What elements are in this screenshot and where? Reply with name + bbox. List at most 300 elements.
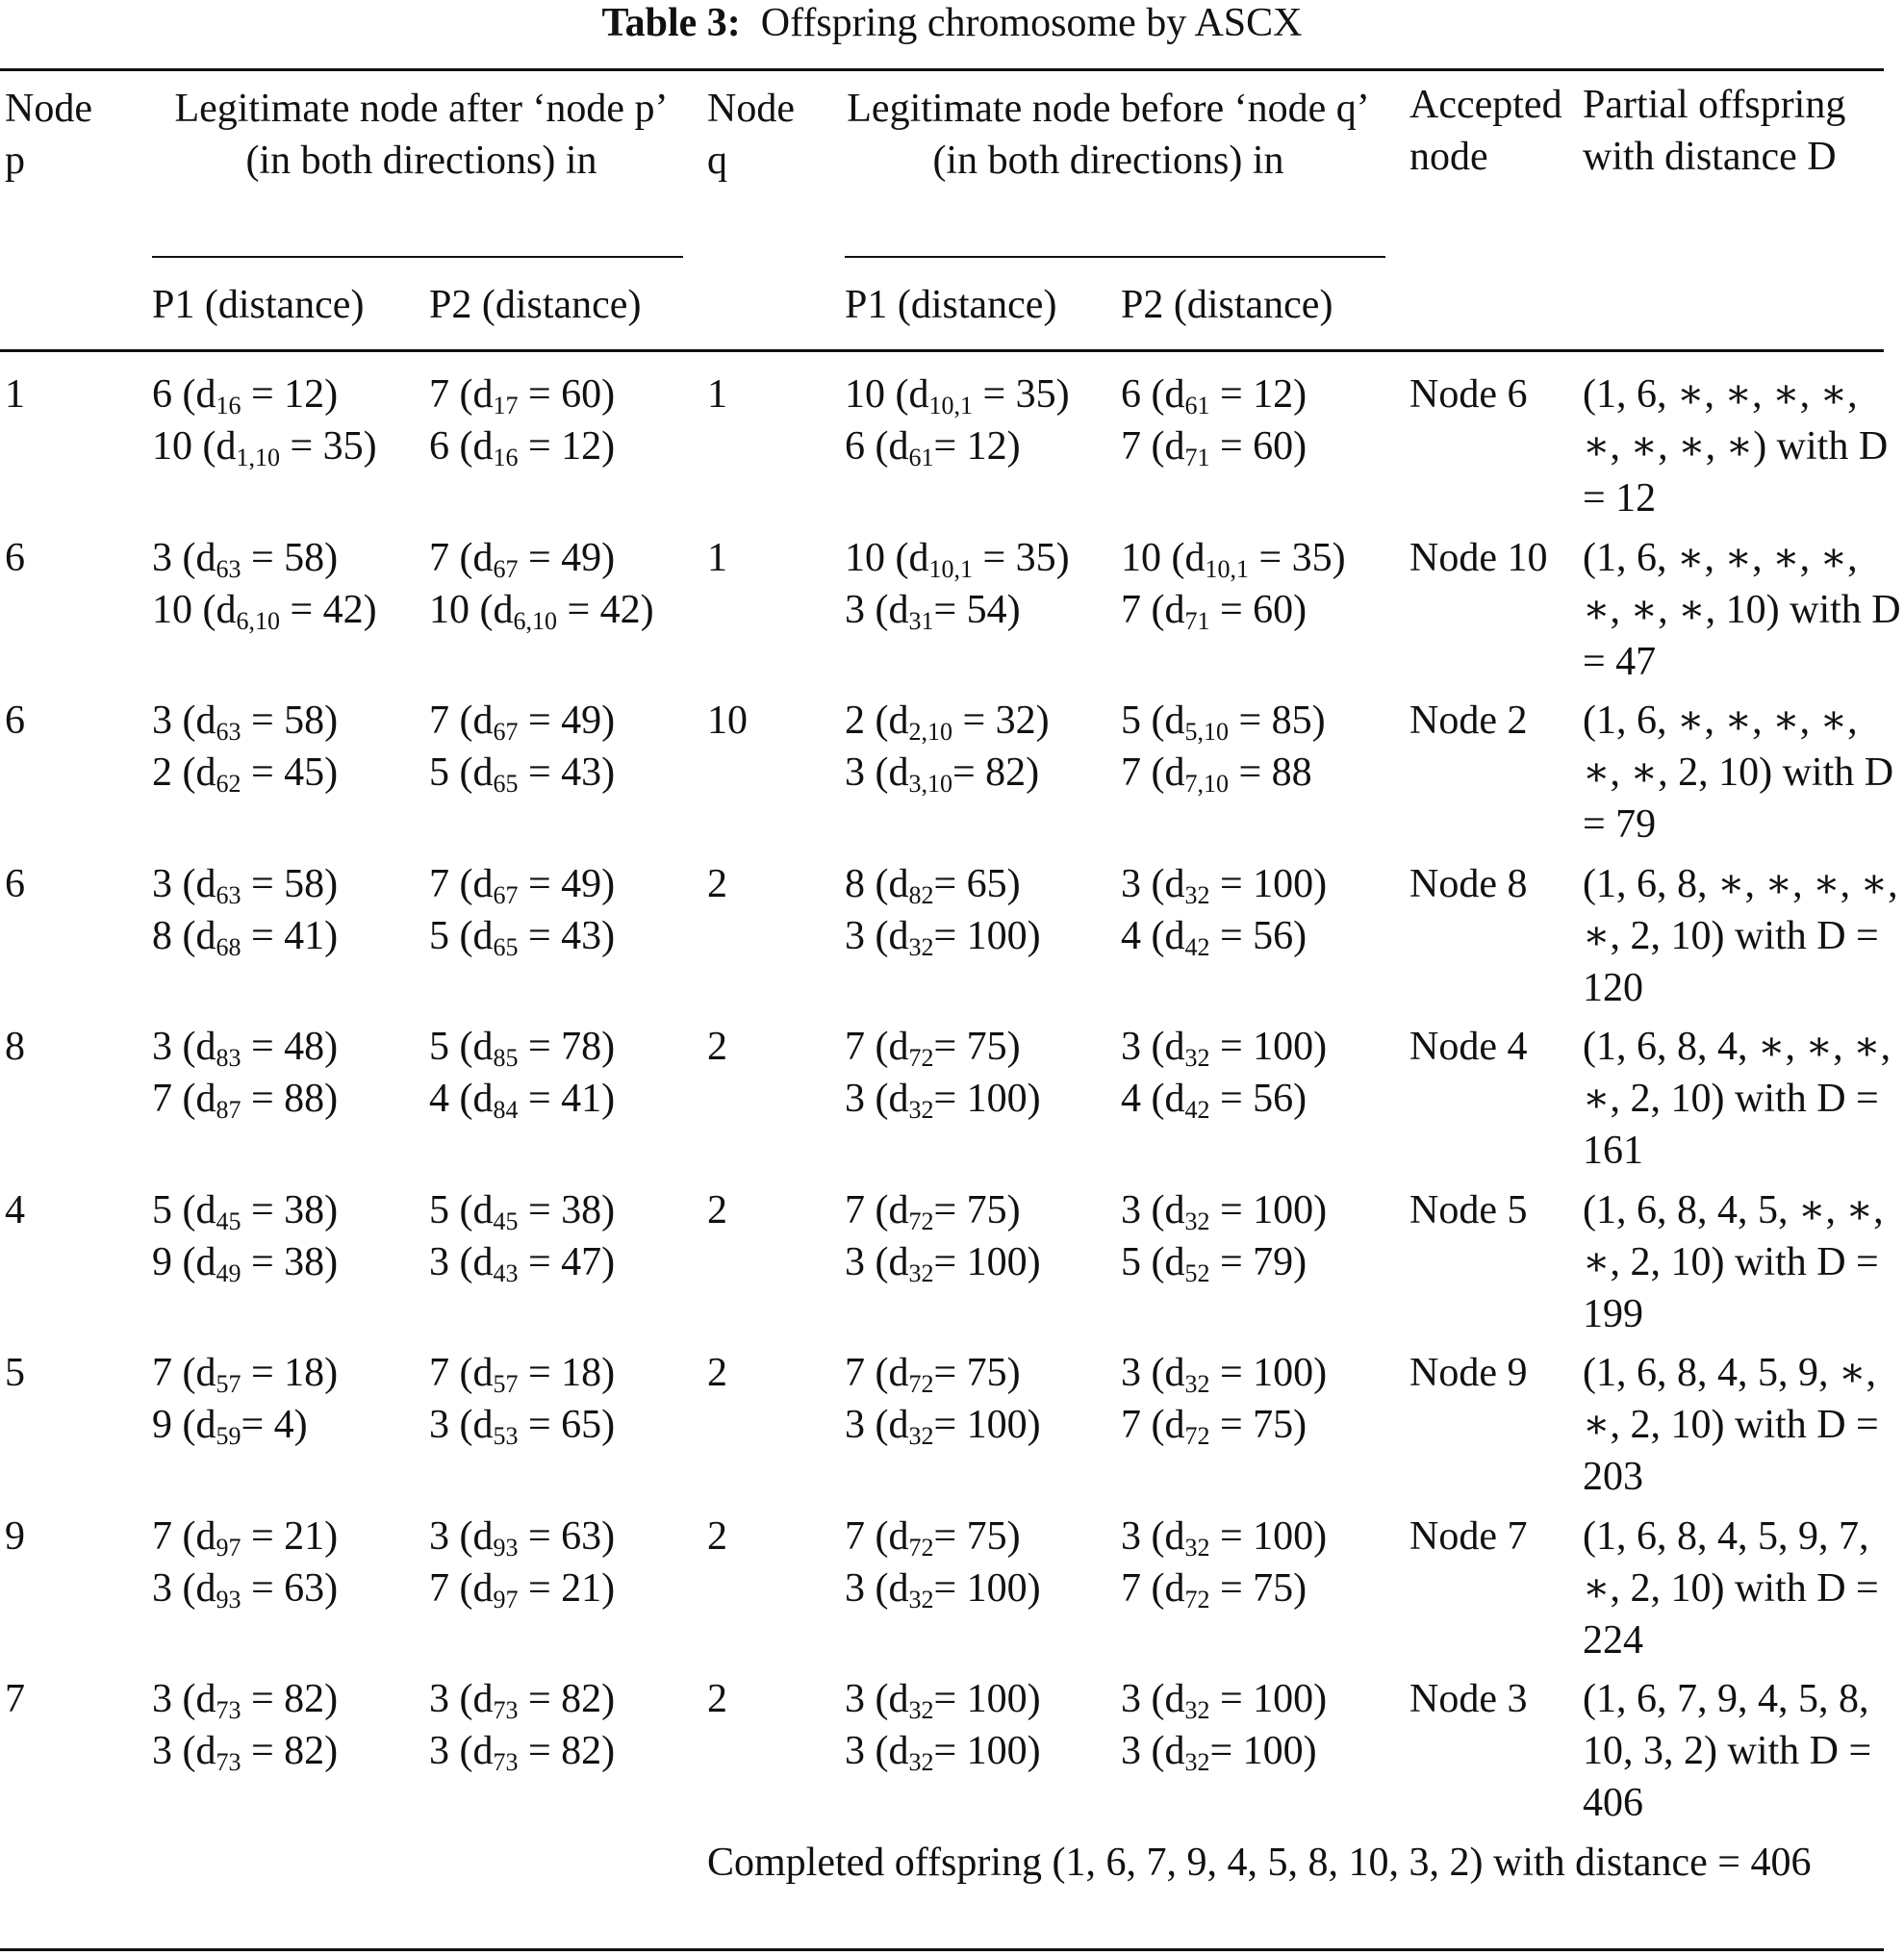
partial-offspring-cell: (1, 6, 8, 4, ∗, ∗, ∗, ∗, 2, 10) with D = 161 (1583, 1025, 1891, 1173)
subheader-before-p1: P1 (distance) (845, 283, 1057, 327)
before-p1-cell (845, 1511, 1124, 1614)
before-p1-cell (845, 532, 1124, 636)
distance-subscript: 63 (216, 881, 241, 909)
entry-value: = 58) (241, 536, 339, 580)
entry-value: = 12) (518, 424, 616, 469)
distance-entry (152, 1399, 421, 1451)
distance-subscript: 17 (493, 392, 519, 419)
distance-entry (429, 584, 698, 636)
distance-subscript: 32 (1184, 1370, 1210, 1398)
distance-subscript: 67 (493, 555, 519, 583)
distance-entry (845, 584, 1124, 636)
distance-subscript: 61 (908, 444, 934, 471)
distance-subscript: 32 (908, 1422, 934, 1450)
distance-entry (152, 1073, 421, 1125)
table-label: Table 3: (601, 1, 741, 45)
entry-prefix: 6 (d (845, 424, 909, 469)
entry-value: = 82) (241, 1729, 339, 1773)
node-p-cell: 5 (5, 1351, 25, 1395)
entry-prefix: 3 (d (845, 914, 909, 958)
node-p-cell: 9 (5, 1514, 25, 1559)
entry-value: = 12) (241, 372, 339, 417)
entry-prefix: 3 (d (1121, 862, 1185, 906)
distance-entry (152, 747, 421, 799)
entry-prefix: 7 (d (1121, 750, 1185, 795)
entry-value: = 63) (518, 1514, 616, 1559)
after-p2-cell (429, 858, 698, 962)
distance-entry (429, 1021, 698, 1073)
entry-prefix: 7 (d (1121, 588, 1185, 632)
partial-offspring-cell: (1, 6, 8, ∗, ∗, ∗, ∗, ∗, 2, 10) with D = 120 (1583, 862, 1898, 1010)
distance-subscript: 65 (493, 770, 519, 798)
before-p2-cell (1121, 695, 1400, 799)
node-p-cell: 4 (5, 1188, 25, 1232)
distance-entry (152, 1725, 421, 1777)
entry-prefix: 7 (d (845, 1025, 909, 1069)
entry-prefix: 3 (d (845, 1566, 909, 1611)
distance-entry (429, 1347, 698, 1399)
after-p2-cell (429, 695, 698, 799)
distance-entry (845, 910, 1124, 962)
entry-value: = 58) (241, 862, 339, 906)
before-group-rule (845, 256, 1385, 258)
distance-subscript: 32 (1184, 1696, 1210, 1724)
entry-prefix: 7 (d (1121, 424, 1185, 469)
entry-prefix: 3 (d (429, 1677, 494, 1721)
distance-subscript: 32 (1184, 1534, 1210, 1562)
distance-subscript: 57 (216, 1370, 241, 1398)
node-q-cell: 1 (707, 536, 727, 580)
entry-value: = 78) (518, 1025, 616, 1069)
entry-value: = 60) (1209, 588, 1307, 632)
distance-subscript: 83 (216, 1044, 241, 1072)
distance-subscript: 63 (216, 555, 241, 583)
distance-entry (1121, 1347, 1400, 1399)
distance-entry (429, 420, 698, 472)
entry-prefix: 3 (d (1121, 1025, 1185, 1069)
distance-entry (1121, 1673, 1400, 1725)
distance-subscript: 71 (1184, 607, 1210, 635)
distance-subscript: 32 (908, 933, 934, 961)
distance-subscript: 45 (216, 1207, 241, 1235)
entry-prefix: 5 (d (429, 1025, 494, 1069)
distance-entry (845, 695, 1124, 747)
entry-value: = 100) (1209, 1514, 1328, 1559)
entry-value: = 21) (241, 1514, 339, 1559)
distance-entry (845, 420, 1124, 472)
entry-prefix: 3 (d (1121, 1677, 1185, 1721)
entry-prefix: 7 (d (429, 699, 494, 743)
entry-prefix: 3 (d (1121, 1514, 1185, 1559)
entry-prefix: 10 (d (152, 588, 237, 632)
entry-prefix: 3 (d (845, 1403, 909, 1447)
distance-subscript: 49 (216, 1259, 241, 1287)
distance-entry (429, 1184, 698, 1236)
entry-prefix: 5 (d (1121, 699, 1185, 743)
before-p1-cell (845, 695, 1124, 799)
entry-value: = 18) (241, 1351, 339, 1395)
distance-subscript: 16 (216, 392, 241, 419)
after-p1-cell (152, 1511, 421, 1614)
distance-entry (152, 910, 421, 962)
distance-subscript: 71 (1184, 444, 1210, 471)
entry-value: = 56) (1209, 1077, 1307, 1121)
entry-value: = 75) (933, 1025, 1021, 1069)
distance-subscript: 10,1 (928, 555, 973, 583)
distance-entry (845, 1725, 1124, 1777)
distance-entry (845, 1021, 1124, 1073)
distance-subscript: 32 (1184, 1207, 1210, 1235)
entry-prefix: 7 (d (152, 1514, 216, 1559)
entry-value: = 100) (933, 914, 1041, 958)
entry-value: = 63) (241, 1566, 339, 1611)
entry-prefix: 3 (d (152, 1025, 216, 1069)
distance-subscript: 16 (493, 444, 519, 471)
distance-subscript: 57 (493, 1370, 519, 1398)
accepted-node-cell: Node 8 (1409, 862, 1528, 906)
distance-entry (1121, 1184, 1400, 1236)
distance-entry (1121, 1562, 1400, 1614)
entry-value: = 100) (933, 1566, 1041, 1611)
entry-prefix: 6 (d (429, 424, 494, 469)
distance-entry (1121, 420, 1400, 472)
header-bottom-rule (0, 349, 1884, 352)
node-q-cell: 2 (707, 1514, 727, 1559)
subheader-before-p2: P2 (distance) (1121, 283, 1333, 327)
distance-subscript: 93 (216, 1586, 241, 1613)
distance-entry (152, 1184, 421, 1236)
distance-subscript: 84 (493, 1096, 519, 1124)
entry-value: = 60) (1209, 424, 1307, 469)
entry-value: = 100) (1209, 862, 1328, 906)
entry-prefix: 7 (d (1121, 1566, 1185, 1611)
distance-entry (152, 1511, 421, 1562)
completed-offspring: Completed offspring (1, 6, 7, 9, 4, 5, 8, 10, 3, 2) with distance = 406 (707, 1841, 1812, 1885)
distance-entry (429, 1562, 698, 1614)
distance-entry (1121, 1236, 1400, 1288)
entry-prefix: 3 (d (152, 1729, 216, 1773)
entry-value: = 100) (933, 1403, 1041, 1447)
entry-value: = 54) (933, 588, 1021, 632)
entry-value: = 12) (1209, 372, 1307, 417)
entry-prefix: 10 (d (845, 536, 929, 580)
distance-entry (429, 1399, 698, 1451)
distance-entry (152, 1021, 421, 1073)
entry-value: = 79) (1209, 1240, 1307, 1284)
entry-value: = 82) (952, 750, 1040, 795)
after-p2-cell (429, 532, 698, 636)
distance-subscript: 72 (908, 1370, 934, 1398)
distance-subscript: 67 (493, 718, 519, 746)
entry-prefix: 7 (d (845, 1514, 909, 1559)
distance-subscript: 52 (1184, 1259, 1210, 1287)
distance-entry (1121, 1021, 1400, 1073)
entry-prefix: 3 (d (429, 1403, 494, 1447)
entry-prefix: 2 (d (845, 699, 909, 743)
entry-prefix: 8 (d (845, 862, 909, 906)
entry-value: = 65) (518, 1403, 616, 1447)
before-p2-cell (1121, 858, 1400, 962)
entry-value: = 43) (518, 750, 616, 795)
entry-value: = 100) (1209, 1729, 1317, 1773)
distance-entry (845, 1347, 1124, 1399)
distance-entry (845, 368, 1124, 420)
entry-value: = 100) (1209, 1188, 1328, 1232)
distance-subscript: 65 (493, 933, 519, 961)
entry-prefix: 6 (d (1121, 372, 1185, 417)
entry-prefix: 5 (d (429, 750, 494, 795)
entry-prefix: 7 (d (429, 862, 494, 906)
after-p1-cell (152, 1184, 421, 1288)
partial-offspring-cell: (1, 6, 7, 9, 4, 5, 8, 10, 3, 2) with D = 406 (1583, 1677, 1872, 1825)
partial-offspring-cell: (1, 6, ∗, ∗, ∗, ∗, ∗, ∗, ∗, 10) with D = 47 (1583, 536, 1901, 684)
node-q-cell: 2 (707, 1351, 727, 1395)
distance-subscript: 10,1 (928, 392, 973, 419)
distance-subscript: 3,10 (908, 770, 952, 798)
accepted-node-cell: Node 6 (1409, 372, 1528, 417)
entry-prefix: 3 (d (152, 1566, 216, 1611)
entry-prefix: 7 (d (845, 1188, 909, 1232)
node-q-cell: 2 (707, 1188, 727, 1232)
distance-subscript: 7,10 (1184, 770, 1229, 798)
distance-subscript: 1,10 (236, 444, 280, 471)
distance-subscript: 43 (493, 1259, 519, 1287)
after-p1-cell (152, 532, 421, 636)
distance-entry (429, 910, 698, 962)
entry-prefix: 4 (d (1121, 914, 1185, 958)
distance-entry (152, 368, 421, 420)
entry-value: = 49) (518, 536, 616, 580)
entry-prefix: 5 (d (152, 1188, 216, 1232)
partial-offspring-cell: (1, 6, ∗, ∗, ∗, ∗, ∗, ∗, 2, 10) with D = 79 (1583, 699, 1894, 847)
after-p2-cell (429, 1021, 698, 1125)
distance-subscript: 32 (1184, 1044, 1210, 1072)
distance-subscript: 2,10 (908, 718, 952, 746)
entry-prefix: 2 (d (152, 750, 216, 795)
entry-value: = 100) (1209, 1351, 1328, 1395)
distance-entry (152, 420, 421, 472)
distance-subscript: 32 (908, 1096, 934, 1124)
distance-subscript: 32 (1184, 1748, 1210, 1776)
after-p1-cell (152, 368, 421, 472)
before-p2-cell (1121, 368, 1400, 472)
distance-entry (429, 1073, 698, 1125)
bottom-rule (0, 1948, 1884, 1951)
distance-entry (845, 1399, 1124, 1451)
distance-entry (845, 1511, 1124, 1562)
distance-subscript: 72 (908, 1044, 934, 1072)
node-p-cell: 8 (5, 1025, 25, 1069)
entry-prefix: 7 (d (1121, 1403, 1185, 1447)
distance-subscript: 97 (493, 1586, 519, 1613)
distance-entry (845, 532, 1124, 584)
entry-value: = 42) (557, 588, 654, 632)
distance-entry (429, 368, 698, 420)
distance-subscript: 32 (908, 1586, 934, 1613)
before-p2-cell (1121, 1021, 1400, 1125)
node-p-cell: 1 (5, 372, 25, 417)
distance-entry (1121, 1511, 1400, 1562)
before-p1-cell (845, 368, 1124, 472)
distance-entry (845, 747, 1124, 799)
distance-subscript: 72 (908, 1534, 934, 1562)
distance-subscript: 87 (216, 1096, 241, 1124)
entry-prefix: 5 (d (429, 1188, 494, 1232)
entry-value: = 21) (518, 1566, 616, 1611)
entry-value: = 32) (952, 699, 1050, 743)
distance-entry (845, 1073, 1124, 1125)
entry-prefix: 4 (d (429, 1077, 494, 1121)
before-p1-cell (845, 858, 1124, 962)
distance-entry (1121, 532, 1400, 584)
distance-subscript: 45 (493, 1207, 519, 1235)
distance-entry (1121, 1073, 1400, 1125)
before-p1-cell (845, 1184, 1124, 1288)
entry-prefix: 9 (d (152, 1240, 216, 1284)
entry-value: = 18) (518, 1351, 616, 1395)
entry-value: = 88 (1229, 750, 1312, 795)
node-q-cell: 2 (707, 862, 727, 906)
entry-value: = 85) (1229, 699, 1326, 743)
entry-prefix: 6 (d (152, 372, 216, 417)
entry-value: = 100) (933, 1677, 1041, 1721)
distance-subscript: 32 (908, 1259, 934, 1287)
entry-value: = 75) (1209, 1566, 1307, 1611)
distance-subscript: 6,10 (513, 607, 557, 635)
entry-value: = 100) (1209, 1025, 1328, 1069)
distance-entry (152, 1236, 421, 1288)
distance-subscript: 59 (216, 1422, 241, 1450)
distance-entry (845, 1673, 1124, 1725)
distance-subscript: 73 (216, 1696, 241, 1724)
header-legit-before: Legitimate node before ‘node q’ (in both directions) in (847, 87, 1370, 183)
distance-entry (1121, 858, 1400, 910)
distance-subscript: 93 (493, 1534, 519, 1562)
distance-subscript: 61 (1184, 392, 1210, 419)
distance-subscript: 32 (1184, 881, 1210, 909)
entry-value: = 82) (518, 1729, 616, 1773)
partial-offspring-cell: (1, 6, 8, 4, 5, 9, 7, ∗, 2, 10) with D = 224 (1583, 1514, 1879, 1663)
distance-entry (152, 532, 421, 584)
entry-value: = 100) (1209, 1677, 1328, 1721)
distance-entry (845, 1236, 1124, 1288)
partial-offspring-cell: (1, 6, 8, 4, 5, 9, ∗, ∗, 2, 10) with D = 203 (1583, 1351, 1879, 1499)
entry-value: = 38) (241, 1240, 339, 1284)
node-q-cell: 2 (707, 1025, 727, 1069)
before-p1-cell (845, 1673, 1124, 1777)
after-group-rule (152, 256, 683, 258)
accepted-node-cell: Node 10 (1409, 536, 1548, 580)
distance-entry (845, 1184, 1124, 1236)
entry-prefix: 7 (d (152, 1351, 216, 1395)
entry-prefix: 3 (d (429, 1514, 494, 1559)
distance-entry (1121, 747, 1400, 799)
distance-subscript: 72 (908, 1207, 934, 1235)
entry-value: = 100) (933, 1240, 1041, 1284)
after-p2-cell (429, 1511, 698, 1614)
distance-entry (152, 1347, 421, 1399)
entry-value: = 38) (241, 1188, 339, 1232)
before-p2-cell (1121, 1673, 1400, 1777)
entry-value: = 35) (1249, 536, 1346, 580)
distance-entry (1121, 584, 1400, 636)
entry-prefix: 3 (d (152, 699, 216, 743)
accepted-node-cell: Node 4 (1409, 1025, 1528, 1069)
distance-subscript: 6,10 (236, 607, 280, 635)
distance-subscript: 85 (493, 1044, 519, 1072)
partial-offspring-cell: (1, 6, ∗, ∗, ∗, ∗, ∗, ∗, ∗, ∗) with D = 12 (1583, 372, 1889, 521)
header-node-p: Node p (5, 87, 92, 183)
distance-subscript: 32 (908, 1748, 934, 1776)
entry-value: = 47) (518, 1240, 616, 1284)
entry-value: = 60) (518, 372, 616, 417)
node-q-cell: 10 (707, 699, 748, 743)
after-p2-cell (429, 1673, 698, 1777)
node-q-cell: 1 (707, 372, 727, 417)
after-p1-cell (152, 695, 421, 799)
entry-prefix: 10 (d (845, 372, 929, 417)
entry-value: = 75) (1209, 1403, 1307, 1447)
distance-subscript: 73 (493, 1696, 519, 1724)
entry-value: = 49) (518, 862, 616, 906)
entry-value: = 4) (241, 1403, 308, 1447)
distance-entry (429, 1236, 698, 1288)
distance-entry (1121, 1725, 1400, 1777)
entry-value: = 45) (241, 750, 339, 795)
entry-prefix: 7 (d (429, 1566, 494, 1611)
entry-prefix: 3 (d (845, 1729, 909, 1773)
entry-prefix: 3 (d (845, 750, 909, 795)
entry-prefix: 4 (d (1121, 1077, 1185, 1121)
distance-subscript: 5,10 (1184, 718, 1229, 746)
entry-prefix: 3 (d (429, 1240, 494, 1284)
subheader-after-p2: P2 (distance) (429, 283, 642, 327)
header-accepted-node: Accepted node (1409, 83, 1562, 179)
distance-entry (1121, 695, 1400, 747)
distance-entry (429, 858, 698, 910)
entry-prefix: 3 (d (152, 536, 216, 580)
entry-prefix: 3 (d (845, 1077, 909, 1121)
entry-value: = 88) (241, 1077, 339, 1121)
entry-prefix: 3 (d (845, 588, 909, 632)
distance-entry (429, 747, 698, 799)
after-p1-cell (152, 858, 421, 962)
entry-prefix: 3 (d (1121, 1351, 1185, 1395)
header-node-q: Node q (707, 87, 795, 183)
entry-prefix: 5 (d (1121, 1240, 1185, 1284)
accepted-node-cell: Node 7 (1409, 1514, 1528, 1559)
distance-entry (152, 695, 421, 747)
distance-subscript: 10,1 (1205, 555, 1249, 583)
distance-entry (152, 584, 421, 636)
header-legit-after: Legitimate node after ‘node p’ (in both directions) in (174, 87, 669, 183)
accepted-node-cell: Node 5 (1409, 1188, 1528, 1232)
entry-prefix: 7 (d (429, 1351, 494, 1395)
entry-prefix: 10 (d (152, 424, 237, 469)
entry-value: = 43) (518, 914, 616, 958)
entry-value: = 75) (933, 1351, 1021, 1395)
distance-subscript: 72 (1184, 1586, 1210, 1613)
entry-value: = 82) (241, 1677, 339, 1721)
entry-value: = 42) (280, 588, 377, 632)
distance-subscript: 31 (908, 607, 934, 635)
after-p1-cell (152, 1347, 421, 1451)
before-p1-cell (845, 1021, 1124, 1125)
before-p2-cell (1121, 1184, 1400, 1288)
entry-prefix: 7 (d (845, 1351, 909, 1395)
distance-subscript: 62 (216, 770, 241, 798)
distance-entry (429, 1673, 698, 1725)
